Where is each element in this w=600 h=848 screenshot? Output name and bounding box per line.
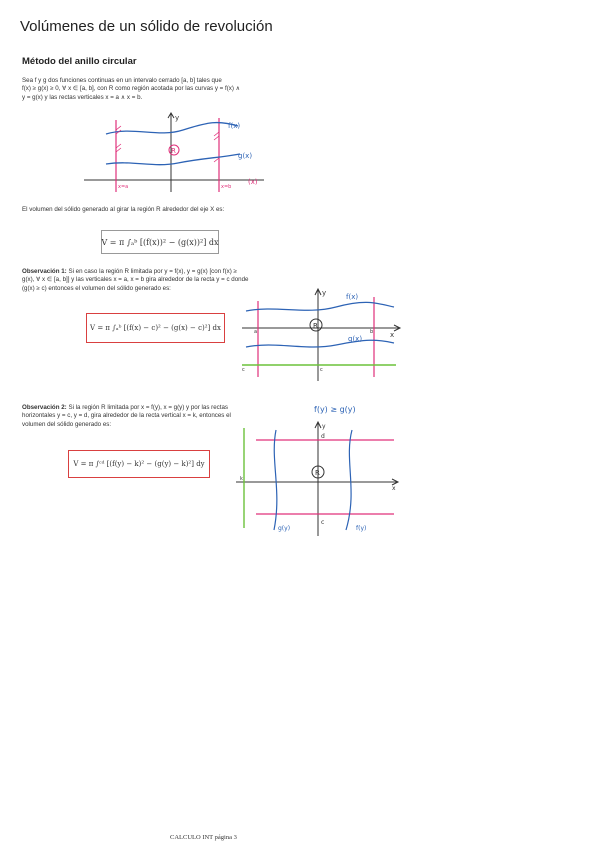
curve-f	[346, 430, 352, 530]
y-axis-label: y	[322, 423, 326, 430]
f-label: f(x)	[346, 293, 359, 301]
page-footer: CALCULO INT página 3	[170, 834, 237, 841]
formula-main: V = π ∫ₐᵇ [(f(x))² − (g(x))²] dx	[101, 230, 219, 254]
page-title: Volúmenes de un sólido de revolución	[20, 18, 273, 35]
g-label: g(x)	[238, 152, 253, 160]
c-label: c	[320, 367, 323, 373]
b-label: x=b	[221, 184, 232, 190]
f-label: f(y)	[356, 525, 367, 532]
x-axis-label: x	[392, 485, 396, 492]
c-label-left: c	[242, 367, 245, 373]
region-label: R	[171, 147, 176, 155]
curve-g	[106, 154, 240, 165]
observation-2-line-2: horizontales y = c, y = d, gira alrededor de la recta vertical x = k, entonces el	[22, 412, 231, 420]
sketch-observation-2	[232, 400, 404, 540]
f-label: f(x)	[228, 122, 241, 130]
c-label: c	[321, 519, 325, 526]
y-axis-label: y	[322, 289, 327, 297]
sketch-ring-method	[78, 108, 278, 196]
intro-paragraph	[22, 77, 322, 102]
g-label: g(x)	[348, 335, 363, 343]
observation-2-label: Observación 2:	[22, 404, 67, 411]
curve-g	[246, 340, 394, 347]
a-label: x=a	[118, 184, 129, 190]
observation-2-line-3: volumen del sólido generado es:	[22, 420, 112, 428]
b-label: b	[370, 329, 374, 335]
observation-1-line-2: g(x), ∀ x ∈ [a, b]] y las verticales x = a, x = b gira alrededor de la recta y = c donde	[22, 276, 249, 284]
observation-2-line-1: Si la región R limitada por x = f(y), x = g(y) y por las rectas	[68, 404, 229, 411]
k-label: k	[240, 476, 243, 482]
observation-1-line-1: Si en caso la región R limitada por y = f(x), y = g(x) [con f(x) ≥	[68, 268, 237, 275]
section-title: Método del anillo circular	[22, 56, 137, 67]
observation-1-label: Observación 1:	[22, 268, 67, 275]
intro-line-3: y = g(x) y las rectas verticales x = a ∧ x = b.	[22, 93, 143, 101]
sketch-observation-1	[236, 285, 412, 385]
curve-f	[246, 302, 394, 311]
x-axis-label: x	[390, 331, 395, 339]
a-label: a	[254, 329, 258, 335]
region-label: R	[313, 322, 318, 330]
note-label: f(y) ≥ g(y)	[314, 405, 356, 414]
x-label: (x)	[248, 178, 258, 186]
observation-1-line-3: (g(x) ≥ c) entonces el volumen del sólido generado es:	[22, 284, 171, 292]
intro-line-2: f(x) ≥ g(x) ≥ 0, ∀ x ∈ [a, b], con R como región acotada por las curvas y = f(x) ∧	[22, 85, 241, 93]
d-label: d	[321, 433, 325, 440]
volume-statement: El volumen del sólido generado al girar la región R alrededor del eje X es:	[22, 206, 225, 213]
curve-g	[274, 430, 277, 530]
g-label: g(y)	[278, 525, 291, 532]
y-axis-label: y	[175, 114, 180, 122]
formula-observation-1: V = π ∫ₐᵇ [(f(x) − c)² − (g(x) − c)²] dx	[86, 313, 225, 343]
formula-observation-2: V = π ∫ᶜᵈ [(f(y) − k)² − (g(y) − k)²] dy	[68, 450, 210, 478]
intro-line-1: Sea f y g dos funciones continuas en un intervalo cerrado [a, b] tales que	[22, 77, 222, 84]
region-label: R	[315, 469, 320, 477]
